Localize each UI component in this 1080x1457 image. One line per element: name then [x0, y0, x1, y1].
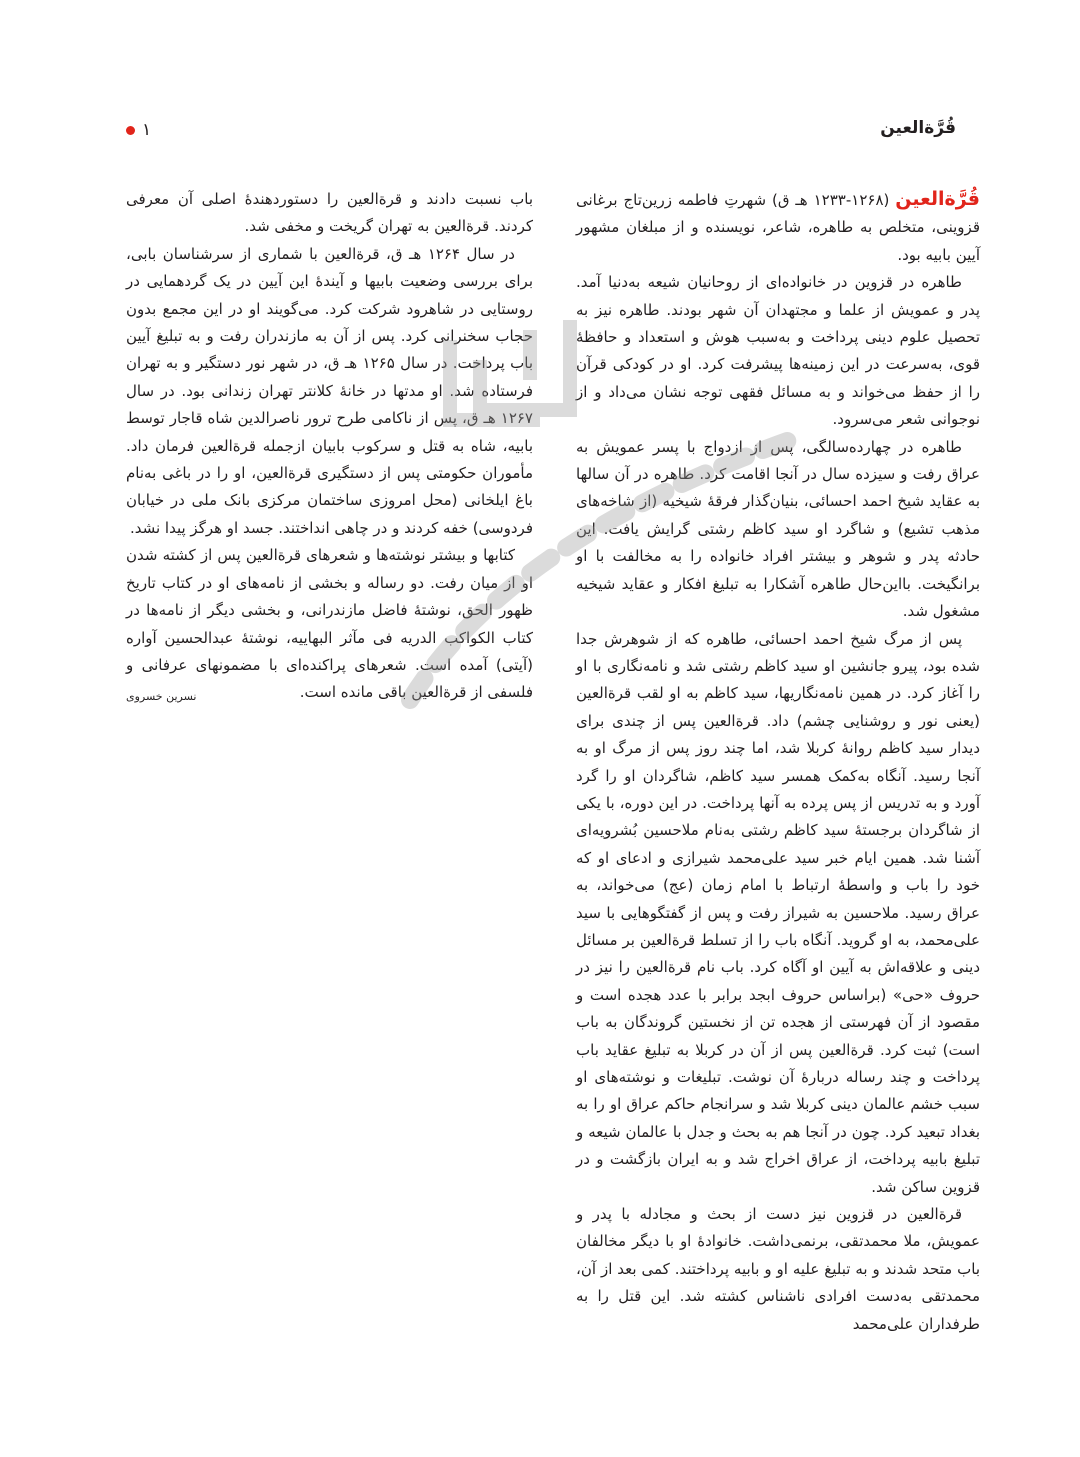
watermark-stamp-icon — [390, 420, 810, 720]
paragraph: در سال ۱۲۶۴ هـ ق، قرةالعین با شماری از سرشناسان بابی، برای بررسی وضعیت بابیها و آیندهٔ این آیین در یک گردهمایی در روستایی در شاهرود شرکت کرد. می‌گویند او در این مجمع بدون حجاب سخنرانی کرد. پس از آن به مازندران رفت و به تبلیغ آیین باب پرداخت. در سال ۱۲۶۵ هـ ق، در شهر نور دستگیر و به تهران فرستاده شد. او مدتها در خانهٔ کلانتر تهران زندانی بود. در سال ۱۲۶۷ هـ ق، پس از ناکامی طرح ترور ناصرالدین شاه قاجار توسط بابیه، شاه به قتل و سرکوب بابیان ازجمله قرةالعین فرمان داد. مأموران حکومتی پس از دستگیری قرةالعین، او را در باغی به‌نام باغ ایلخانی (محل امروزی ساختمان مرکزی بانک ملی در خیابان فردوسی) خفه کردند و در چاهی انداختند. جسد او هرگز پیدا نشد. — [126, 244, 534, 537]
paragraph: طاهره در چهارده‌سالگی، پس از ازدواج با پسر عمویش به عراق رفت و سیزده سال در آنجا اقامت کرد. طاهره در آن سالها به عقاید شیخ احمد احسائی، بنیان‌گذار فرقهٔ شیخیه (از شاخه‌های مذهب تشیع) و شاگرد او سید کاظم رشتی گرایش یافت. این حادثه پدر و شوهر و بیشتر افراد خانواده را به مخالفت با او برانگیخت. بااین‌حال طاهره آشکارا به تبلیغ افکار و عقاید شیخیه مشغول شد. — [576, 437, 980, 621]
entry-intro — [576, 186, 980, 269]
author-signature: نسرین خسروی — [126, 689, 197, 703]
page-header — [126, 118, 956, 148]
bullet-dot-icon — [126, 126, 135, 135]
paragraph: کتابها و بیشتر نوشته‌ها و شعرهای قرةالعین پس از کشته شدن او از میان رفت. دو رساله و بخشی از نامه‌های او در کتاب تاریخ ظهور الحق، نوشتهٔ فاضل مازندرانی، و بخشی دیگر از نامه‌ها در کتاب الکواکب الدریه فی مآثر البهاییه، نوشتهٔ عبدالحسین آواره (آیتی) آمده است. شعرهای پراکنده‌ای با مضمونهای عرفانی و فلسفی از قرةالعین باقی مانده است. — [126, 546, 533, 702]
entry-title: قُرَّةالعین — [895, 188, 980, 210]
page-number-group — [126, 120, 151, 140]
right-column — [576, 186, 980, 1338]
entry-intro-text: (۱۲۶۸-۱۲۳۳ هـ ق) شهرتِ فاطمه زرین‌تاج برغانی قزوینی، متخلص به طاهره، شاعر، نویسنده و از مبلغان مشهور آیین بابیه بود. — [576, 191, 980, 264]
page-number: ۱ — [142, 120, 152, 140]
watermark-logo-icon — [420, 300, 620, 440]
paragraph: باب نسبت دادند و قرةالعین را دستوردهندهٔ اصلی آن معرفی کردند. قرةالعین به تهران گریخت و مخفی شد. — [126, 190, 533, 236]
paragraph: پس از مرگ شیخ احمد احسائی، طاهره که از شوهرش جدا شده بود، پیرو جانشین او سید کاظم رشتی شد و نامه‌نگاری با او را آغاز کرد. در همین نامه‌نگاریها، سید کاظم به او لقب قرةالعین (یعنی نور و روشنایی چشم) داد. قرةالعین پس از چندی برای دیدار سید کاظم روانهٔ کربلا شد، اما چند روز پس از مرگ او به آنجا رسید. آنگاه به‌کمک همسر سید کاظم، شاگردان او را گرد آورد و به تدریس از پس پرده به آنها پرداخت. در این دوره، با یکی از شاگردان برجستهٔ سید کاظم رشتی به‌نام ملاحسین بُشرویه‌ای آشنا شد. همین ایام خبر سید علی‌محمد شیرازی و ادعای او که خود را باب و واسطهٔ ارتباط با امام زمان (عج) می‌خواند، به عراق رسید. ملاحسین به شیراز رفت و پس از گفتگوهایی با سید علی‌محمد، به او گروید. آنگاه باب را از تسلط قرةالعین بر مسائل دینی و علاقه‌اش به آیین او آگاه کرد. باب نام قرةالعین را نیز در حروف «حی» (براساس حروف ابجد برابر با عدد هجده است و مقصود از آن فهرستی از هجده تن از نخستین گروندگان به باب است) ثبت کرد. قرةالعین پس از آن در کربلا به تبلیغ عقاید باب پرداخت و چند رساله دربارهٔ آن نوشت. تبلیغات و نوشته‌های او سبب خشم عالمان دینی کربلا شد و سرانجام حاکم عراق او را به بغداد تبعید کرد. چون در آنجا هم به بحث و جدل با عالمان شیعه و تبلیغ بابیه پرداخت، از عراق اخراج شد و به ایران بازگشت و در قزوین ساکن شد. — [576, 629, 980, 1196]
running-title: قُرَّةالعین — [880, 118, 956, 138]
paragraph: قرةالعین در قزوین نیز دست از بحث و مجادله با پدر و عمویش، ملا محمدتقی، برنمی‌داشت. خانوادهٔ او با دیگر مخالفان باب متحد شدند و به تبلیغ علیه او و بابیه پرداختند. کمی بعد از آن، محمدتقی به‌دست افرادی ناشناس کشته شد. این قتل را به طرفداران علی‌محمد — [576, 1205, 980, 1333]
paragraph: طاهره در قزوین در خانواده‌ای از روحانیان شیعه به‌دنیا آمد. پدر و عمویش از علما و مجتهدان آن شهر بودند. طاهره نیز به تحصیل علوم دینی پرداخت و به‌سبب هوش و استعداد و حافظهٔ قوی، به‌سرعت در این زمینه‌ها پیشرفت کرد. او در کودکی قرآن را از حفظ می‌خواند و به مسائل فقهی توجه نشان می‌داد و از نوجوانی شعر می‌سرود. — [576, 273, 980, 429]
